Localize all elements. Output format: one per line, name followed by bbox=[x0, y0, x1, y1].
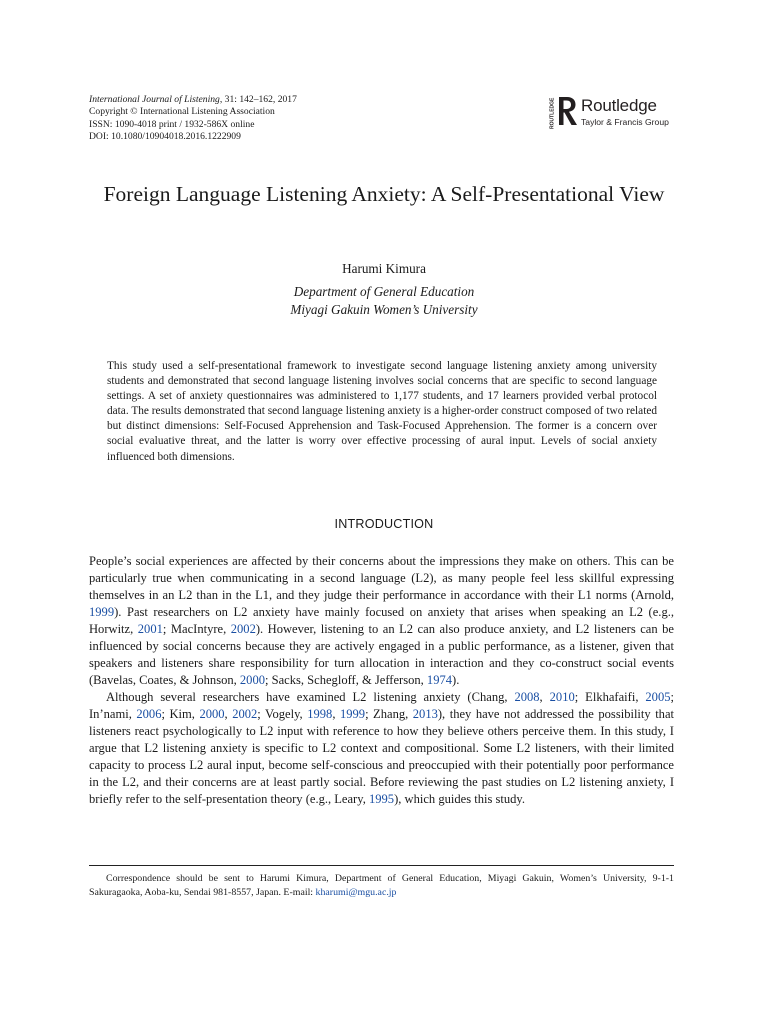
text-run: ; MacIntyre, bbox=[162, 622, 231, 636]
text-run: ). However, listening to an L2 can also produce anxiety, and L2 listeners can be influenced by social concerns because they are actively engaged in a public performance, as a listener, given that speakers and listeners share responsibility for turn allocation in interaction and they co-construct social events (Bavelas, Coates, & Johnson, bbox=[89, 622, 674, 687]
citation-link[interactable]: 2005 bbox=[645, 690, 671, 704]
citation-link[interactable]: 1998 bbox=[307, 707, 333, 721]
citation-link[interactable]: 1999 bbox=[89, 605, 115, 619]
body-text bbox=[89, 553, 674, 808]
journal-metadata bbox=[89, 94, 509, 143]
footnote-paragraph bbox=[89, 872, 674, 899]
citation-link[interactable]: 1999 bbox=[339, 707, 366, 721]
affiliation-university: Miyagi Gakuin Women’s University bbox=[290, 301, 478, 317]
citation-link[interactable]: 2002 bbox=[232, 707, 258, 721]
paragraph bbox=[89, 553, 674, 689]
author-affiliation bbox=[80, 283, 688, 318]
citation-link[interactable]: 2008 bbox=[514, 690, 540, 704]
routledge-logo-icon bbox=[547, 95, 579, 131]
article-title: Foreign Language Listening Anxiety: A Self-Presentational View bbox=[103, 182, 665, 206]
text-run: Although several researchers have examined L2 listening anxiety (Chang, bbox=[106, 690, 515, 704]
citation-link[interactable]: 2010 bbox=[549, 690, 575, 704]
issn-line: ISSN: 1090-4018 print / 1932-586X online bbox=[89, 118, 255, 130]
copyright-line: Copyright © International Listening Association bbox=[89, 106, 275, 118]
text-run: People’s social experiences are affected by their concerns about the impressions they make on others. This can be particularly true when communicating in a second language (L2), as many people feel less skillful expressing themselves in an L2 than in the L1, and they judge their performance in accordance with their L1 norms (Arnold, bbox=[89, 554, 674, 602]
journal-name: International Journal of Listening bbox=[89, 94, 220, 105]
paragraph bbox=[89, 689, 674, 808]
publisher-spine-text: ROUTLEDGE bbox=[549, 97, 556, 129]
text-run: ; Elkhafaifi, bbox=[574, 690, 646, 704]
citation-link[interactable]: 2000 bbox=[199, 707, 225, 721]
publisher-logo bbox=[547, 95, 687, 133]
publisher-name: Routledge bbox=[581, 96, 657, 115]
text-run: ), they have not addressed the possibility that listeners react psychologically to L2 input with reference to how they believe others perceive them. In this study, I argue that L2 listening anxiety is specific to L2 context and compositional. Some L2 listeners, with their limited capacity to process L2 aural input, become self-conscious and preoccupied with their potentially poor performance in the L2, and their concerns are at least partly social. Before reviewing the past studies on L2 listening anxiety, I briefly refer to the self-presentation theory (e.g., Leary, bbox=[89, 707, 675, 806]
footnote-text: Correspondence should be sent to Harumi Kimura, Department of General Education, Miyagi Gakuin, Women’s University, 9-1-1 Sakuragaoka, Aoba-ku, Sendai 981-8557, Japan. E-mail: bbox=[89, 873, 674, 898]
text-run: ), which guides this study. bbox=[394, 792, 525, 806]
text-run: ; Sacks, Schegloff, & Jefferson, bbox=[265, 673, 427, 687]
citation-link[interactable]: 2002 bbox=[230, 622, 256, 636]
citation-link[interactable]: 1995 bbox=[368, 792, 395, 806]
text-run: , bbox=[539, 690, 550, 704]
citation-link[interactable]: 2000 bbox=[239, 673, 265, 687]
text-run: ). Past researchers on L2 anxiety have mainly focused on anxiety that arises when speaking an L2 (e.g., Horwitz, bbox=[89, 605, 674, 636]
text-run: ; Zhang, bbox=[365, 707, 413, 721]
publisher-group: Taylor & Francis Group bbox=[581, 117, 669, 127]
section-heading: INTRODUCTION bbox=[334, 517, 434, 531]
abstract: This study used a self-presentational framework to investigate second language listening anxiety among university students and demonstrated that second language listening involves social concerns that are specific to second language settings. A set of anxiety questionnaires was administered to 1,177 students, and 17 learners provided verbal protocol data. The results demonstrated that second language listening anxiety is a higher-order construct composed of two related but distinct dimensions: Self-Focused Apprehension and Task-Focused Apprehension. The former is a concern over social evaluative threat, and the latter is worry over effective processing of aural input. Levels of social anxiety influenced both dimensions. bbox=[107, 360, 657, 463]
journal-volume-pages: , 31: 142–162, 2017 bbox=[219, 94, 297, 105]
citation-link[interactable]: 2013 bbox=[412, 707, 438, 721]
journal-citation bbox=[89, 94, 509, 106]
citation-link[interactable]: 2006 bbox=[136, 707, 162, 721]
correspondence-footnote bbox=[89, 872, 674, 899]
doi-line: DOI: 10.1080/10904018.2016.1222909 bbox=[89, 130, 241, 142]
text-run: ; In’nami, bbox=[89, 690, 674, 721]
affiliation-department: Department of General Education bbox=[293, 284, 475, 299]
citation-link[interactable]: 1974 bbox=[426, 673, 453, 687]
text-run: ; Kim, bbox=[161, 707, 200, 721]
citation-link[interactable]: 2001 bbox=[137, 622, 163, 636]
email-link[interactable]: kharumi@mgu.ac.jp bbox=[315, 886, 397, 898]
text-run: ; Vogely, bbox=[257, 707, 308, 721]
author-name: Harumi Kimura bbox=[342, 261, 426, 276]
footnote-divider bbox=[89, 865, 674, 866]
text-run: , bbox=[332, 707, 340, 721]
routledge-r-glyph bbox=[559, 97, 577, 125]
text-run: , bbox=[224, 707, 233, 721]
text-run: ). bbox=[452, 673, 460, 687]
